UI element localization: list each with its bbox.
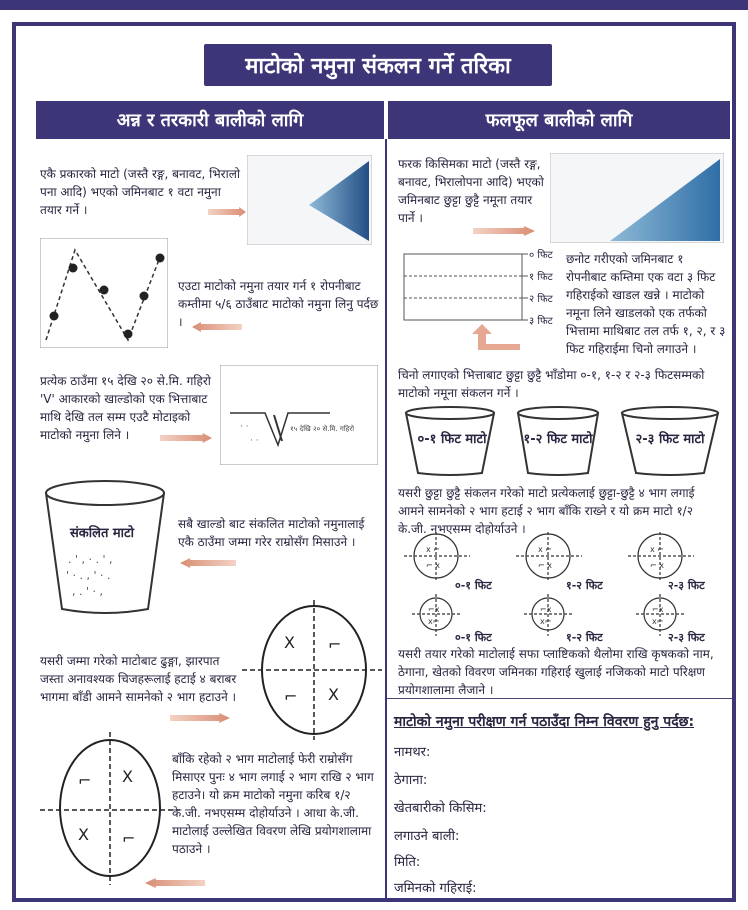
circle-label-3: ०-१ फिट xyxy=(455,631,492,644)
svg-text:' · . , ' · .: ' · . , ' · . xyxy=(66,569,111,582)
depth-mark-0: ० फिट xyxy=(529,250,553,261)
top-bar xyxy=(0,0,748,10)
circle-label-0: ०-१ फिट xyxy=(455,579,492,592)
right-step-3: चिनो लगाएको भित्ताबाट छुट्टा छुट्टै भाँडोमा ०-१, १-२ र २-३ फिटसम्मको माटोको नमूना संकलन गर्ने । xyxy=(398,368,705,400)
soil-triangle-illustration-2 xyxy=(550,153,724,243)
svg-text:x⌐: x⌐ xyxy=(428,617,440,626)
svg-text:⌐ x: ⌐ x xyxy=(426,561,440,570)
svg-text:x ⌐: x ⌐ xyxy=(538,545,552,554)
left-step-6: बाँकि रहेको २ भाग माटोलाई फेरी राम्रोसँग मिसाएर पुनः ४ भाग लगाई २ भाग राखि २ भाग हटाउने। यो क्रम माटोको नमुना करिब १/२ के.जी. नभएसम्म दोहोर्याउने । आधा के.जी. माटोलाई उल्लेखित विवरण लेखि प्रयोगशालामा पठाउने । xyxy=(172,752,374,856)
circle-label-4: १-२ फिट xyxy=(566,631,603,644)
svg-text:· ·: · · xyxy=(240,422,249,432)
left-step-5: यसरी जम्मा गरेको माटोबाट ढुङ्गा, झारपात जस्ता अनावश्यक चिजहरूलाई हटाई ४ बराबर भागमा बाँडी आमने सामनेको २ भाग हटाउने । xyxy=(40,654,237,704)
svg-text:x ⌐: x ⌐ xyxy=(426,545,440,554)
svg-text:. ' , · . ' ,: . ' , · . ' , xyxy=(68,553,113,566)
svg-text:⌐x: ⌐x xyxy=(540,605,552,614)
svg-text:⌐x: ⌐x xyxy=(652,605,664,614)
circle-label-1: १-२ फिट xyxy=(566,579,603,592)
circle-label-2: २-३ फिट xyxy=(668,579,705,592)
depth-mark-2: २ फिट xyxy=(529,294,553,305)
left-step-3: प्रत्येक ठाउँमा १५ देखि २० से.मि. गहिरो 'V' आकारको खाल्डोको एक भित्ताबाट माथि देखि तल सम्म एउटै मोटाइको माटोको नमुना लिने । xyxy=(40,374,211,442)
svg-text:X: X xyxy=(328,685,339,704)
svg-text:· ·: · · xyxy=(250,436,259,446)
svg-text:X: X xyxy=(78,825,89,844)
circle-label-5: २-३ फिट xyxy=(668,631,705,644)
form-divider xyxy=(387,698,732,699)
svg-text:⌐: ⌐ xyxy=(328,635,342,654)
column-divider xyxy=(385,139,387,899)
form-field-depth: जमिनको गहिराई: xyxy=(394,881,477,896)
depth-mark-1: १ फिट xyxy=(529,272,553,283)
quartering-circle-2 xyxy=(40,730,180,885)
svg-text:⌐: ⌐ xyxy=(122,829,136,848)
bucket-label: संकलित माटो xyxy=(70,526,134,541)
left-step-1: एकै प्रकारको माटो (जस्तै रङ्ग, बनावट, भिरालो पना आदि) भएको जमिनबाट १ वटा नमुना तयार गर्ने । xyxy=(40,167,240,217)
svg-text:⌐: ⌐ xyxy=(284,687,298,706)
form-field-name: नामथर: xyxy=(394,745,431,760)
svg-text:X: X xyxy=(284,633,295,652)
right-step-4: यसरी छुट्टा छुट्टै संकलन गरेको माटो प्रत्येकलाई छुट्टा-छुट्टै ४ भाग लगाई आमने सामनेको २ भाग हटाई २ भाग बाँकि राख्ने र यो क्रम माटो १/२ के.जी. नभएसम्म दोहोर्याउने । xyxy=(398,486,695,536)
zigzag-sampling-diagram xyxy=(40,238,168,348)
svg-text:x ⌐: x ⌐ xyxy=(650,545,664,554)
right-step-1: फरक किसिमका माटो (जस्तै रङ्ग, बनावट, भिरालोपना आदि) भएको जमिनबाट छुट्टा छुट्टै नमूना तयार पार्ने । xyxy=(398,157,544,225)
cup-label-2: २-३ फिट माटो xyxy=(635,432,705,447)
form-title: माटोको नमुना परीक्षण गर्न पठाउँदा निम्न विवरण हुनु पर्दछ: xyxy=(394,714,695,730)
right-column-heading: फलफूल बालीको लागि xyxy=(388,101,730,139)
pit-depth-diagram xyxy=(398,248,560,358)
svg-text:x⌐: x⌐ xyxy=(540,617,552,626)
left-step-2: एउटा माटोको नमुना तयार गर्न १ रोपनीबाट कम्तीमा ५/६ ठाउँबाट माटोको नमुना लिनु पर्दछ । xyxy=(178,279,379,329)
form-field-date: मिति: xyxy=(394,855,421,870)
cup-label-0: ०-१ फिट माटो xyxy=(417,432,487,447)
form-field-crop: लगाउने बाली: xyxy=(394,829,460,844)
svg-text:⌐: ⌐ xyxy=(78,771,92,790)
sketch-note: १५ देखि २० से.मि. गहिरो xyxy=(290,425,355,433)
cup-label-1: १-२ फिट माटो xyxy=(523,432,593,447)
soil-triangle-illustration xyxy=(247,155,372,245)
svg-text:, . ' · ,: , . ' · , xyxy=(72,585,103,598)
right-step-5: यसरी तयार गरेको माटोलाई सफा प्लाष्टिकको थैलोमा राखि कृषकको नाम, ठेगाना, खेतको विवरण जमिनका गहिराई खुलाई नजिकको माटो परिक्षण प्रयोगशालामा लैजाने । xyxy=(398,647,714,697)
page-title: माटोको नमुना संकलन गर्ने तरिका xyxy=(204,44,552,86)
left-step-4: सबै खाल्डो बाट संकलित माटोको नमुनालाई एकै ठाउँमा जम्मा गरेर राम्रोसँग मिसाउने । xyxy=(178,517,365,549)
form-field-land-type: खेतबारीको किसिम: xyxy=(394,801,487,816)
right-step-2: छनोट गरीएको जमिनबाट १ रोपनीबाट कम्तिमा एक वटा ३ फिट गहिराईको खाडल खन्ने । माटोको नमूना लिने खाडलको एक तर्फको भित्तामा माथिबाट तल तर्फ १, २, र ३ फिट गहिराईमा चिनो लगाउने । xyxy=(566,252,726,356)
collected-soil-bucket xyxy=(40,475,170,615)
v-pit-sketch xyxy=(220,365,378,465)
svg-text:x⌐: x⌐ xyxy=(652,617,664,626)
svg-text:X: X xyxy=(122,767,133,786)
svg-text:⌐ x: ⌐ x xyxy=(650,561,664,570)
svg-text:⌐ x: ⌐ x xyxy=(538,561,552,570)
depth-mark-3: ३ फिट xyxy=(529,316,553,327)
left-column-heading: अन्न र तरकारी बालीको लागि xyxy=(36,101,384,139)
form-field-address: ठेगाना: xyxy=(394,773,428,788)
svg-text:⌐x: ⌐x xyxy=(428,605,440,614)
quartering-circle-1 xyxy=(242,600,382,740)
